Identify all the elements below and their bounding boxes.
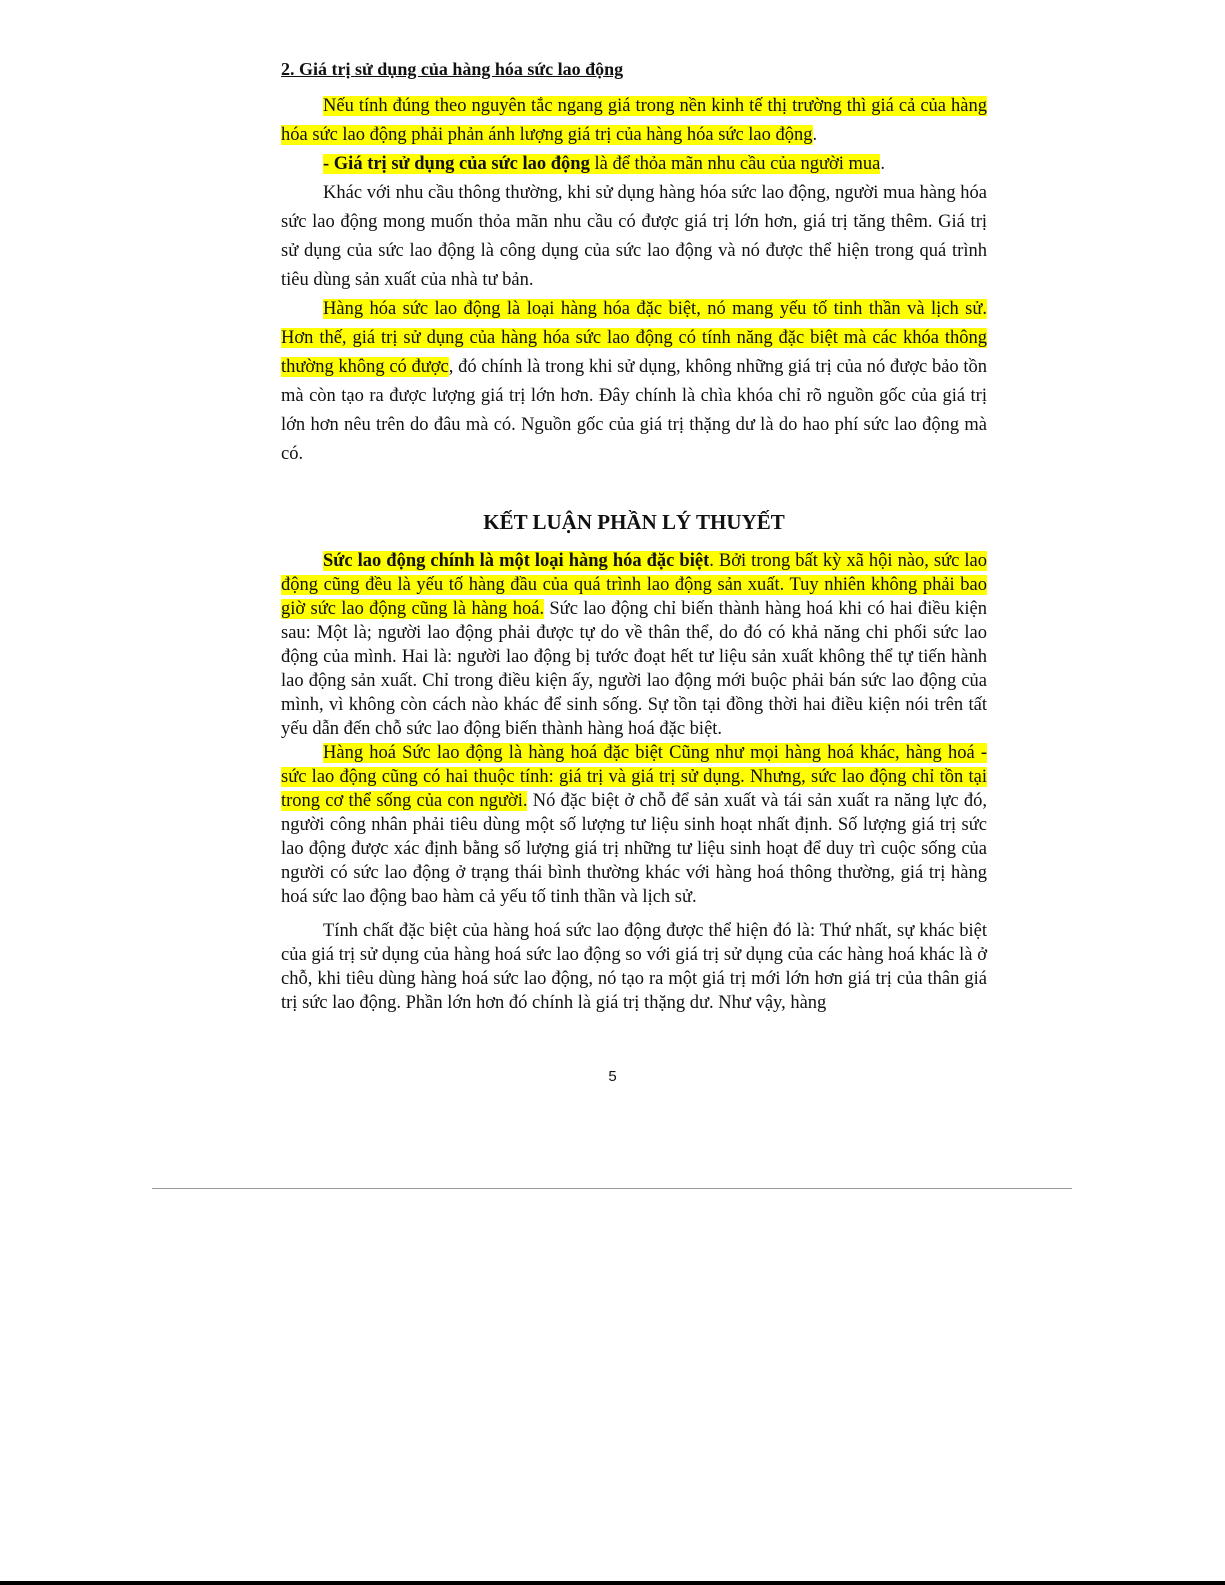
paragraph-use-value-definition bbox=[281, 150, 987, 179]
paragraph-special-commodity bbox=[281, 295, 987, 469]
bold-highlighted-text: - Giá trị sử dụng của sức lao động bbox=[323, 154, 590, 174]
highlighted-text: Hàng hoá Sức lao động là hàng hoá đặc biệt Cũng như mọi hàng hoá khác, hàng hoá - sức lao động cũng có hai thuộc tính: giá trị và giá trị sử dụng. Nhưng, sức lao động chỉ tồn tại trong cơ thể sống của con người. bbox=[281, 743, 987, 811]
plain-text: . bbox=[880, 154, 886, 174]
section-heading: 2. Giá trị sử dụng của hàng hóa sức lao động bbox=[281, 59, 624, 79]
conclusion-title: KẾT LUẬN PHẦN LÝ THUYẾT bbox=[483, 510, 785, 534]
paragraph-spacer bbox=[281, 909, 987, 919]
conclusion-paragraph-2 bbox=[281, 741, 987, 909]
highlighted-text: là để thỏa mãn nhu cầu của người mua bbox=[589, 154, 881, 174]
plain-text: . bbox=[812, 125, 818, 145]
page-divider bbox=[152, 1188, 1072, 1189]
page-number: 5 bbox=[608, 1068, 617, 1085]
bottom-edge-bar bbox=[0, 1581, 1225, 1585]
document-page bbox=[281, 58, 987, 1015]
paragraph-buyer-needs: Khác với nhu cầu thông thường, khi sử dụng hàng hóa sức lao động, người mua hàng hóa sức lao động mong muốn thỏa mãn nhu cầu có được giá trị lớn hơn, giá trị tăng thêm. Giá trị sử dụng của sức lao động là công dụng của sức lao động và nó được thể hiện trong quá trình tiêu dùng sản xuất của nhà tư bản. bbox=[281, 183, 987, 290]
plain-text: Sức lao động chỉ biến thành hàng hoá khi có hai điều kiện sau: Một là; người lao động phải được tự do về thân thể, do đó có khả năng chi phối sức lao động của mình. Hai là: người lao động bị tước đoạt hết tư liệu sản xuất không thể tự tiến hành lao động sản xuất. Chỉ trong điều kiện ấy, người lao động mới buộc phải bán sức lao động của mình, vì không còn cách nào khác để sinh sống. Sự tồn tại đồng thời hai điều kiện nói trên tất yếu dẫn đến chỗ sức lao động biến thành hàng hoá đặc biệt. bbox=[281, 599, 987, 739]
plain-text: , đó chính là trong khi sử dụng, không những giá trị của nó được bảo tồn mà còn tạo ra được lượng giá trị lớn hơn. Đây chính là chìa khóa chỉ rõ nguồn gốc của giá trị lớn hơn nêu trên do đâu mà có. Nguồn gốc của giá trị thặng dư là do hao phí sức lao động mà có. bbox=[281, 357, 987, 464]
highlighted-text: Hàng hóa sức lao động là loại hàng hóa đặc biệt, nó mang yếu tố tinh thần và lịch sử. Hơn thế, giá trị sử dụng của hàng hóa sức lao động có tính năng đặc biệt mà các khóa thông thường không có được bbox=[281, 299, 987, 377]
bold-highlighted-text: Sức lao động chính là một loại hàng hóa đặc biệt bbox=[323, 551, 710, 571]
highlighted-text: . Bởi trong bất kỳ xã hội nào, sức lao động cũng đều là yếu tố hàng đầu của quá trình lao động sản xuất. Tuy nhiên không phải bao giờ sức lao động cũng là hàng hoá. bbox=[281, 551, 988, 619]
plain-text: Nó đặc biệt ở chỗ để sản xuất và tái sản xuất ra năng lực đó, người công nhân phải tiêu dùng một số lượng tư liệu sinh hoạt nhất định. Số lượng giá trị sức lao động được xác định bằng số lượng giá trị những tư liệu sinh hoạt để duy trì cuộc sống của người có sức lao động ở trạng thái bình thường khác với hàng hoá thông thường, giá trị hàng hoá sức lao động bao hàm cả yếu tố tinh thần và lịch sử. bbox=[281, 791, 987, 907]
paragraph-price-principle bbox=[281, 92, 987, 150]
conclusion-paragraph-1 bbox=[281, 549, 987, 741]
conclusion-paragraph-3: Tính chất đặc biệt của hàng hoá sức lao động được thể hiện đó là: Thứ nhất, sự khác biệt của giá trị sử dụng của hàng hoá sức lao động so với giá trị sử dụng của các hàng hoá khác là ở chỗ, khi tiêu dùng hàng hoá sức lao động, nó tạo ra một giá trị mới lớn hơn giá trị của thân giá trị sức lao động. Phần lớn hơn đó chính là giá trị thặng dư. Như vậy, hàng bbox=[281, 921, 987, 1013]
highlighted-text: Nếu tính đúng theo nguyên tắc ngang giá trong nền kinh tế thị trường thì giá cả của hàng hóa sức lao động phải phản ánh lượng giá trị của hàng hóa sức lao động bbox=[281, 96, 987, 145]
